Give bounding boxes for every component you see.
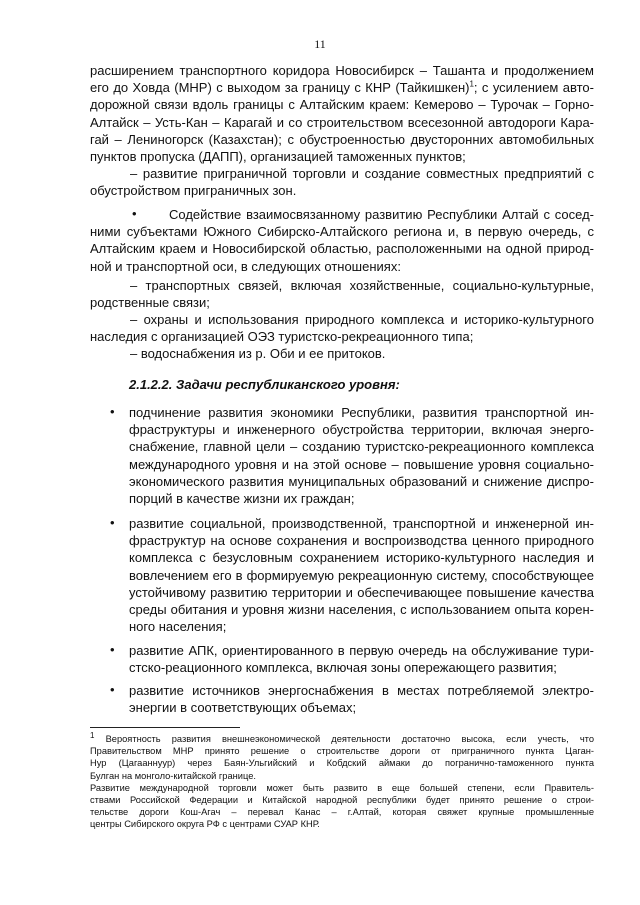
section-heading: 2.1.2.2. Задачи республиканского уровня: [129,377,400,392]
text-line: энергии в соответствующих объемах; [129,700,357,716]
text-line: расширением транспортного коридора Новосибирск – Ташанта и продолжением [90,63,594,78]
list-item-text [129,515,594,635]
list-item-text [129,404,594,507]
text-line: фраструктур на основе сохранения и воспроизводства ценного природного [129,533,594,549]
text-line: вовлечением его в формируемую рекреационную систему, способствующее [129,567,594,583]
footnote-divider [90,727,240,728]
text-line: наследия с организацией ОЭЗ туристско-рекреационного типа; [90,329,474,345]
bullet-dot: • [132,206,137,221]
transport-links-paragraph [90,277,594,311]
text-line: Алтайск – Усть-Кан – Карагай и со строительством всесезонной автодороги Кара- [90,114,594,130]
text-line: – транспортных связей, включая хозяйственные, социально-культурные, [130,278,594,293]
protection-paragraph [90,311,594,345]
text-line: гай – Лениногорск (Казахстан); с обустроенностью двусторонних автомобильных [90,131,594,147]
text-line: снабжение, главной цели – созданию туристско-рекреационного комплекса [129,439,594,455]
footnote-line: Развитие международной торговли может быть развито в еще большей степени, если Правитель- [90,782,594,793]
text-fragment: Вероятность развития внешнеэкономической деятельности достаточно высока, если учесть, что [94,734,594,744]
page-number: 11 [314,37,326,51]
border-trade-paragraph [90,165,594,199]
footnote-line: центры Сибирского округа РФ с центрами СУАР КНР. [90,819,320,830]
text-line: ного населения; [129,619,227,635]
footnote-line: Булган на монголо-китайской границе. [90,770,256,781]
text-line: ними субъектами Южного Сибирско-Алтайского региона и, в первую очередь, с [90,224,594,240]
text-line: порций в качестве жизни их граждан; [129,490,355,506]
intro-paragraph [90,62,594,165]
text-line: обустройством приграничных зон. [90,183,297,199]
footnotes [90,730,594,831]
text-fragment: его до Ховда (МНР) с выходом за границу с КНР (Тайкишкен) [90,80,470,96]
text-line: развитие социальной, производственной, транспортной и инженерной ин- [129,516,594,531]
text-line: – охраны и использования природного комплекса и историко-культурного [130,312,594,327]
list-item-text [129,682,594,716]
bullet-dot: • [110,642,115,657]
text-line: родственные связи; [90,295,210,311]
bullet-dot: • [110,682,115,697]
text-line: фраструктуры и инженерного обустройства территории, включая энерго- [129,422,594,438]
text-line: развитие источников энергоснабжения в местах потребляемой электро- [129,683,594,698]
text-line: экономического развития муниципальных образований и снижение диспро- [129,473,594,489]
text-line: пунктов пропуска (ДАПП), организацией таможенных пунктов; [90,148,466,164]
footnote-line: тельстве дороги Кош-Агач – перевал Канас – г.Алтай, которая свяжет крупные промышленные [90,807,594,818]
bullet-dot: • [110,404,115,419]
text-line: среды обитания и уровня жизни населения, с использованием опыта корен- [129,601,594,617]
text-line: ной и транспортной оси, в следующих отношениях: [90,258,401,274]
text-line: Алтайским краем и Новосибирской областью, расположенными на одной природ- [90,241,594,257]
list-item-text [129,642,594,676]
water-paragraph [90,345,594,362]
footnote-line: ствами Российской Федерации и Китайской народной республики будет принято решение о строи- [90,794,594,805]
text-line: развитие АПК, ориентированного в первую очередь на обслуживание тури- [129,643,594,658]
footnote-line: Правительством МНР принято решение о строительстве дороги от приграничного пункта Цаган- [90,746,594,757]
footnote-marker: 1 [90,730,95,740]
footnote-line [90,730,594,745]
text-line: стско-реационного комплекса, включая зоны опережающего развития; [129,660,557,676]
text-line: Содействие взаимосвязанному развитию Республики Алтай с сосед- [169,207,594,222]
footnote-line: Нур (Цагааннуур) через Баян-Ульгийский и Кобдский аймаки до погранично-таможенного пункта [90,758,594,769]
text-line: дорожной связи вдоль границы с Алтайским краем: Кемерово – Турочак – Горно- [90,97,594,113]
text-line: международного уровня и на этой основе – повышение уровня социально- [129,456,594,472]
text-line: подчинение развития экономики Республики, развития транспортной ин- [129,405,594,420]
text-line: – развитие приграничной торговли и создание совместных предприятий с [130,166,594,181]
text-fragment: ; с усилением авто- [473,80,594,96]
text-line: комплекса с безусловным сохранением историко-культурного наследия и [129,550,594,566]
cooperation-paragraph [90,206,594,275]
text-line: – водоснабжения из р. Оби и ее притоков. [130,346,386,361]
text-line [90,79,594,96]
footnote-reference: 1 [469,79,474,89]
text-line: устойчивому развитию территории и обеспечивающее повышение качества [129,584,594,600]
bullet-dot: • [110,515,115,530]
